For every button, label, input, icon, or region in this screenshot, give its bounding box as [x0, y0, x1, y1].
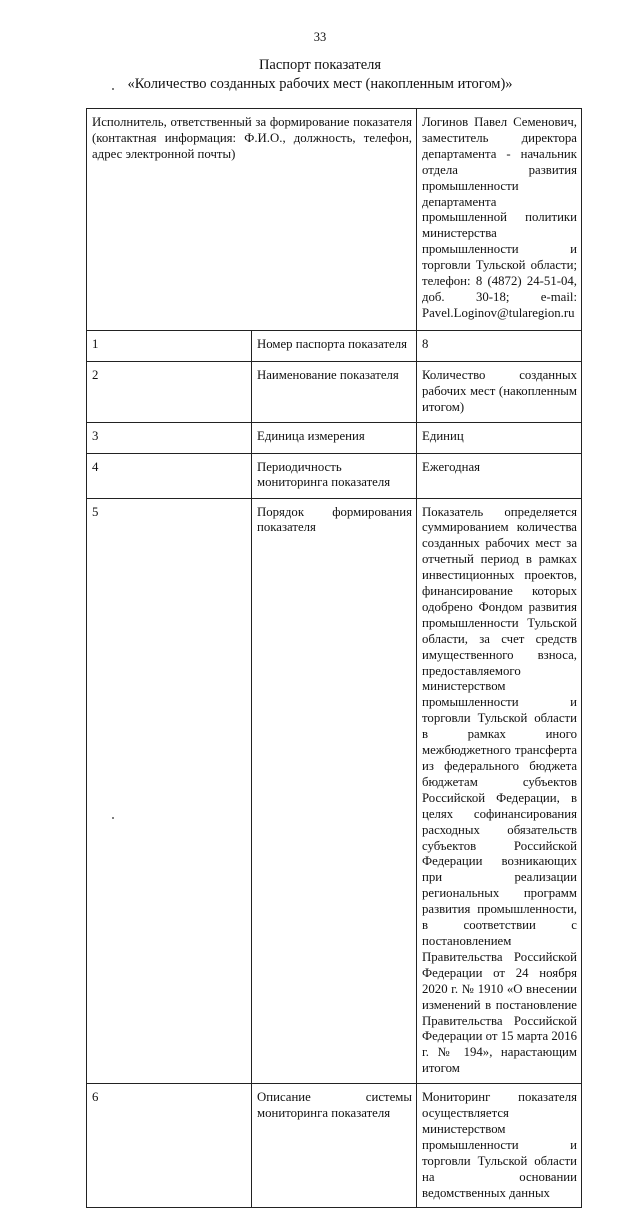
row-number: 1: [87, 330, 252, 361]
table-row: [87, 453, 582, 498]
row-label: Наименование показателя: [252, 361, 417, 422]
row-label: Единица измерения: [252, 422, 417, 453]
row-label: Описание системы мониторинга показателя: [252, 1084, 417, 1208]
table-row: [87, 1084, 582, 1208]
row-number: 2: [87, 361, 252, 422]
table-row-responsible: [87, 109, 582, 331]
responsible-label: Исполнитель, ответственный за формирование показателя (контактная информация: Ф.И.О., должность, телефон, адрес электронной почты): [87, 109, 417, 331]
page-number: 33: [313, 30, 327, 44]
row-value: Ежегодная: [417, 453, 582, 498]
responsible-value: Логинов Павел Семенович, заместитель директора департамента - начальник отдела развития промышленности департамента промышленной политики министерства промышленности и торговли Тульской области; телефон: 8 (4872) 24-51-04, доб. 30-18; e-mail: Pavel.Loginov@tularegion.ru: [417, 109, 582, 331]
row-value: 8: [417, 330, 582, 361]
document-title: [0, 56, 640, 94]
table-row: [87, 330, 582, 361]
row-label: Номер паспорта показателя: [252, 330, 417, 361]
row-value: Показатель определяется суммированием количества созданных рабочих мест за отчетный период в рамках инвестиционных проектов, финансирование которых одобрено Фондом развития промышленности Тульской области, за счет средств имущественного взноса, предоставляемого министерством промышленности и торговли Тульской области в рамках иного межбюджетного трансферта из федерального бюджета бюджетам субъектов Российской Федерации, в целях софинансирования расходных обязательств субъектов Российской Федерации возникающих при реализации региональных программ развития промышленности, в соответствии с постановлением Правительства Российской Федерации от 24 ноября 2020 г. № 1910 «О внесении изменений в постановление Правительства Российской Федерации от 15 марта 2016 г. № 194», нарастающим итогом: [417, 498, 582, 1084]
row-value: Мониторинг показателя осуществляется министерством промышленности и торговли Тульской области на основании ведомственных данных: [417, 1084, 582, 1208]
row-value: Единиц: [417, 422, 582, 453]
row-label: Порядок формирования показателя: [252, 498, 417, 1084]
table-row: [87, 361, 582, 422]
table-row: [87, 498, 582, 1084]
indicator-passport-table: [86, 108, 582, 1208]
row-label: Периодичность мониторинга показателя: [252, 453, 417, 498]
table-row: [87, 422, 582, 453]
row-value: Количество созданных рабочих мест (накопленным итогом): [417, 361, 582, 422]
scan-speck: [112, 88, 114, 90]
title-line-1: Паспорт показателя: [258, 57, 382, 73]
row-number: 4: [87, 453, 252, 498]
row-number: 6: [87, 1084, 252, 1208]
title-line-2: «Количество созданных рабочих мест (накопленным итогом)»: [127, 76, 513, 92]
row-number: 5: [87, 498, 252, 1084]
row-number: 3: [87, 422, 252, 453]
